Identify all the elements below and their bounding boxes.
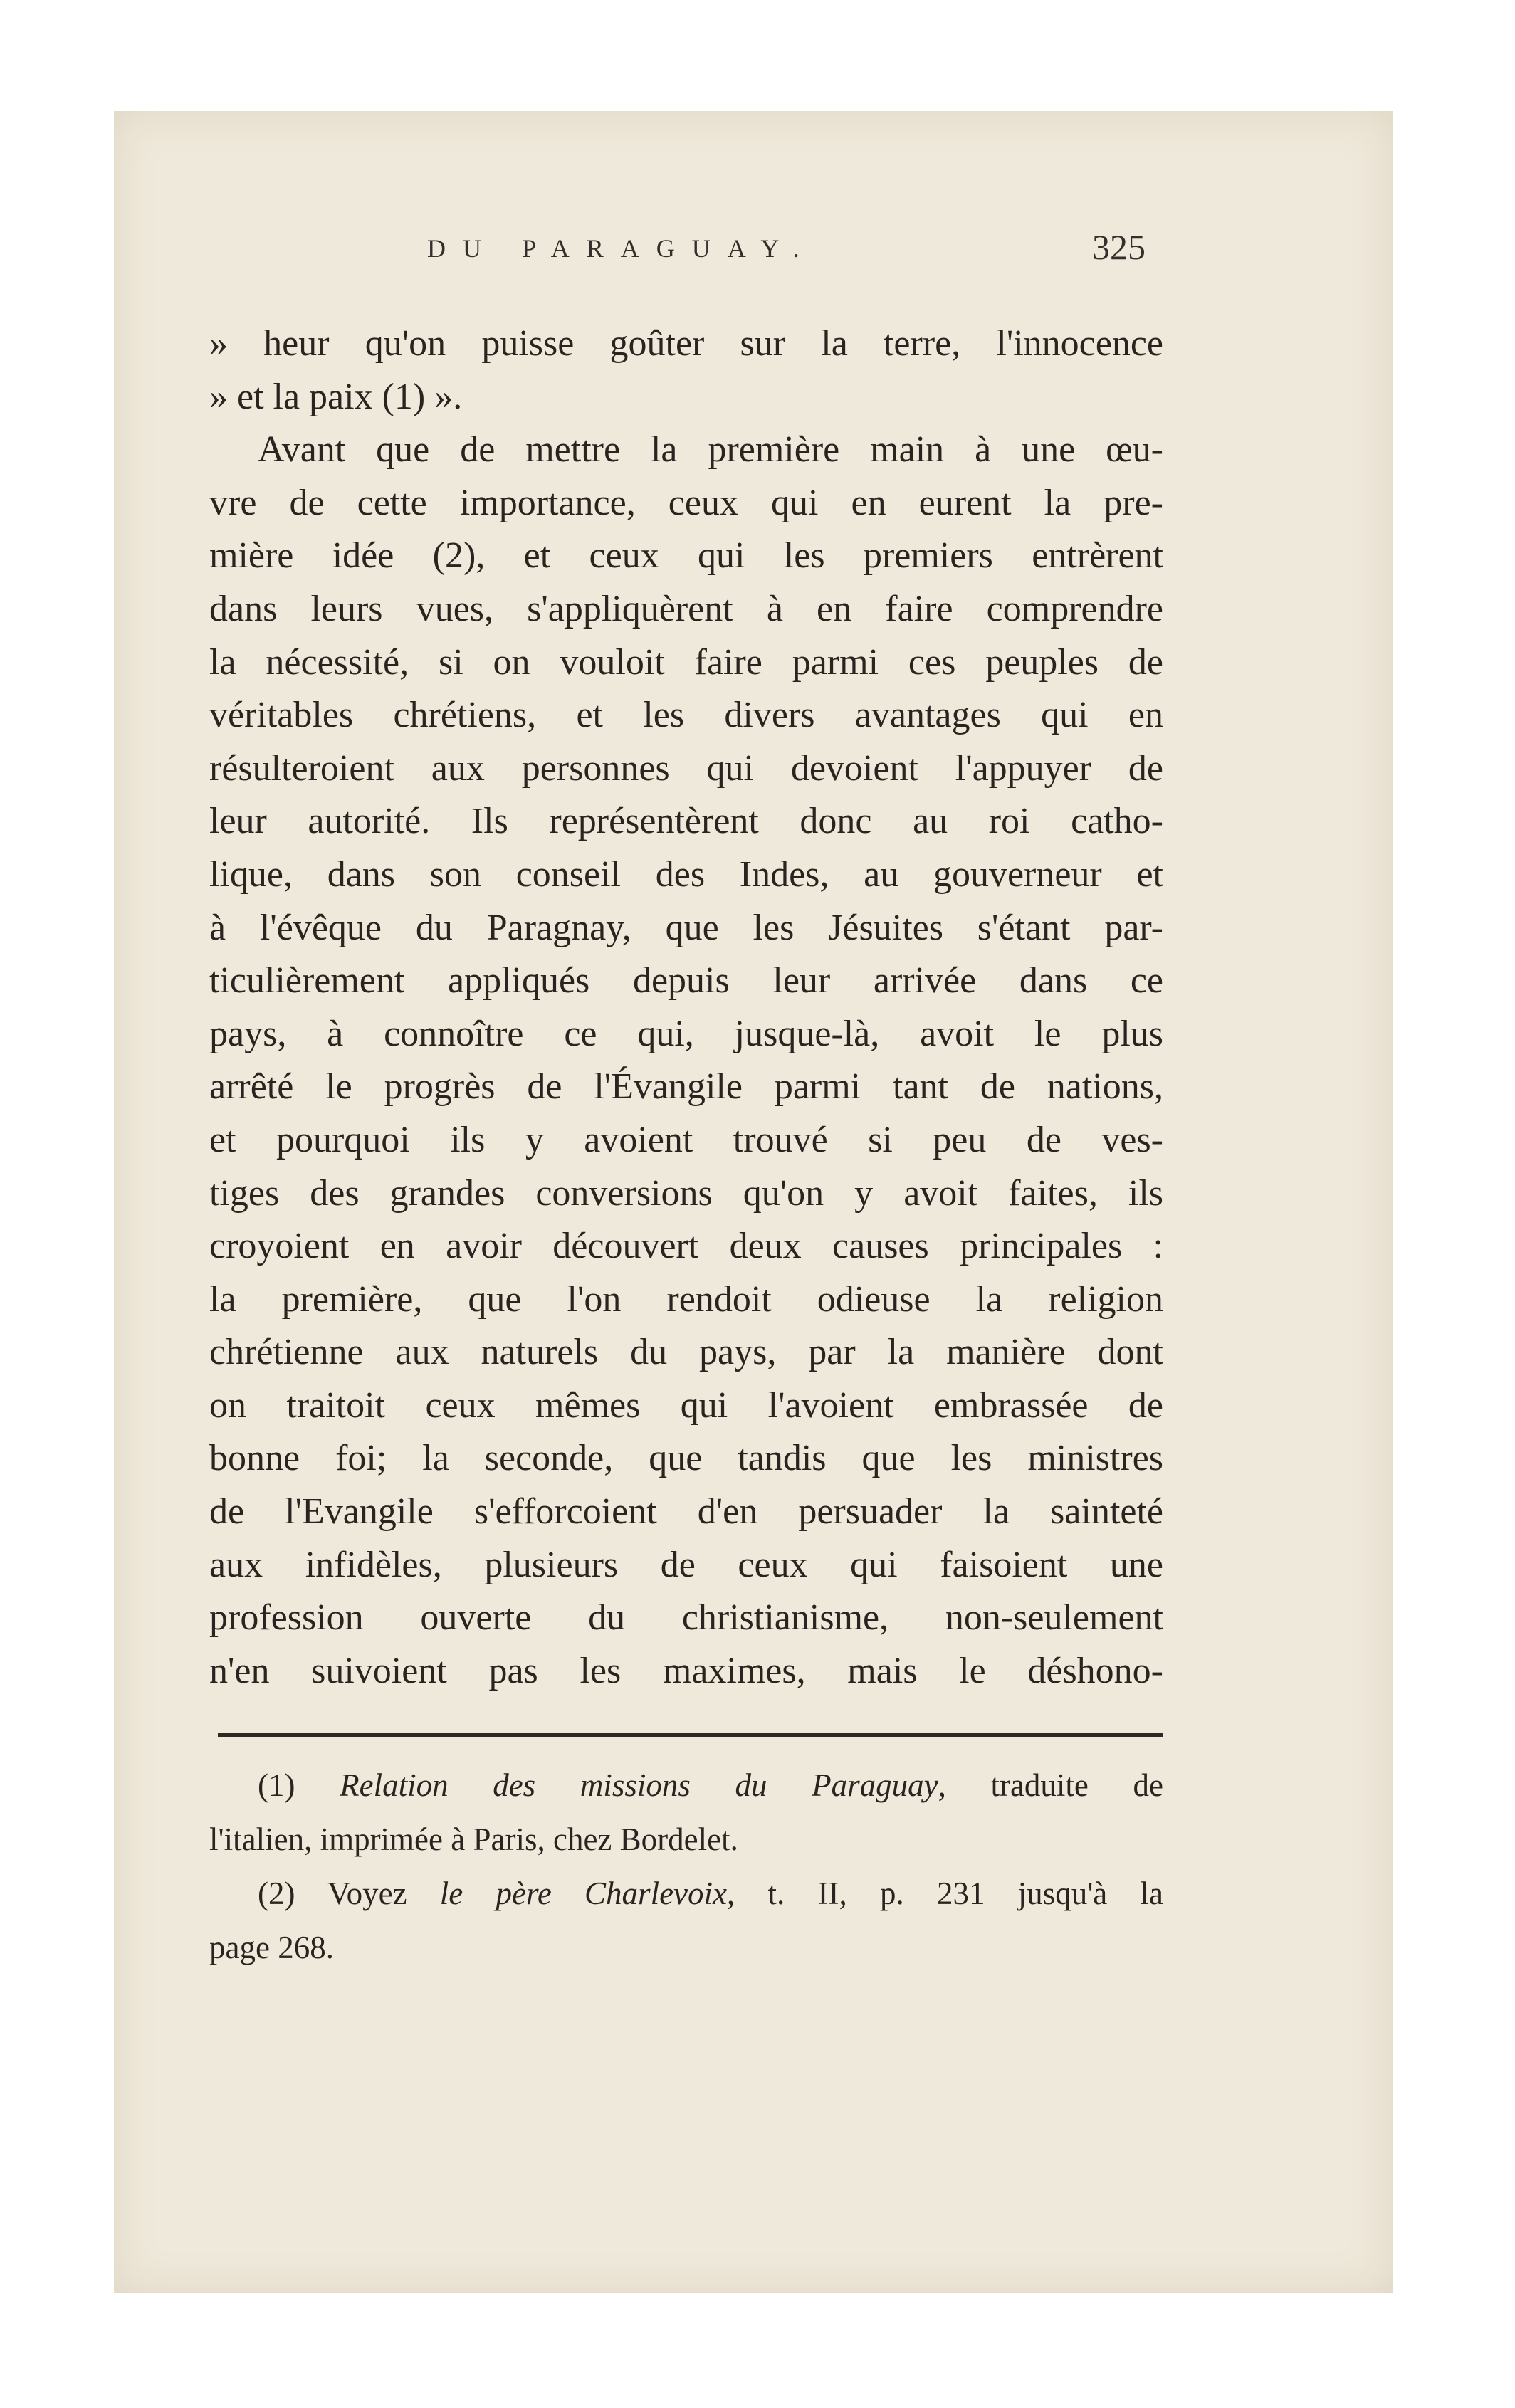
text-line: vre de cette importance, ceux qui en eurent la pre-	[209, 482, 1163, 523]
text-line: résulteroient aux personnes qui devoient l'appuyer de	[209, 747, 1163, 789]
footnote-1-title: Relation des missions du Paraguay	[340, 1767, 938, 1803]
footnote-1-line-2: l'italien, imprimée à Paris, chez Bordelet.	[209, 1821, 738, 1857]
text-line: pays, à connoître ce qui, jusque-là, avoit le plus	[209, 1013, 1163, 1054]
text-line: à l'évêque du Paragnay, que les Jésuites s'étant par-	[209, 907, 1163, 948]
text-line: n'en suivoient pas les maximes, mais le déshono-	[209, 1650, 1163, 1691]
text-line: » heur qu'on puisse goûter sur la terre, l'innocence	[209, 323, 1163, 364]
footnote-2	[209, 1866, 1163, 1920]
text-line: arrêté le progrès de l'Évangile parmi tant de nations,	[209, 1066, 1163, 1108]
footnotes	[209, 1758, 1163, 1975]
footnote-2-author: le père Charlevoix	[439, 1876, 727, 1911]
footnote-2-line-2: page 268.	[209, 1930, 334, 1965]
text-line: aux infidèles, plusieurs de ceux qui faisoient une	[209, 1544, 1163, 1585]
text-line: leur autorité. Ils représentèrent donc au roi catho-	[209, 801, 1163, 842]
footnote-2-rest: , t. II, p. 231 jusqu'à la	[727, 1876, 1163, 1911]
text-line: profession ouverte du christianisme, non-seulement	[209, 1597, 1163, 1639]
text-line: la première, que l'on rendoit odieuse la religion	[209, 1278, 1163, 1320]
footnote-1-number: (1)	[258, 1767, 295, 1803]
running-title: DU PARAGUAY.	[427, 234, 817, 263]
footnote-separator-rule	[218, 1733, 1163, 1737]
text-line: » et la paix (1) ».	[209, 376, 463, 417]
footnote-1-rest: , traduite de	[938, 1767, 1163, 1803]
footnote-2-number: (2) Voyez	[258, 1876, 407, 1911]
text-line: on traitoit ceux mêmes qui l'avoient embrassée de	[209, 1384, 1163, 1426]
text-line: chrétienne aux naturels du pays, par la manière dont	[209, 1332, 1163, 1373]
text-line: la nécessité, si on vouloit faire parmi ces peuples de	[209, 641, 1163, 683]
text-line: lique, dans son conseil des Indes, au gouverneur et	[209, 853, 1163, 895]
text-line: mière idée (2), et ceux qui les premiers entrèrent	[209, 535, 1163, 577]
footnote-1	[209, 1758, 1163, 1812]
text-line: véritables chrétiens, et les divers avantages qui en	[209, 695, 1163, 736]
text-line: Avant que de mettre la première main à une œu-	[258, 429, 1163, 470]
text-line: croyoient en avoir découvert deux causes principales :	[209, 1226, 1163, 1267]
main-text	[209, 317, 1163, 1698]
text-line: et pourquoi ils y avoient trouvé si peu de ves-	[209, 1119, 1163, 1160]
page-number: 325	[1092, 227, 1146, 267]
text-line: tiges des grandes conversions qu'on y avoit faites, ils	[209, 1172, 1163, 1214]
text-line: dans leurs vues, s'appliquèrent à en faire comprendre	[209, 588, 1163, 629]
text-line: de l'Evangile s'efforcoient d'en persuader la sainteté	[209, 1491, 1163, 1532]
text-line: bonne foi; la seconde, que tandis que les ministres	[209, 1438, 1163, 1479]
text-line: ticulièrement appliqués depuis leur arrivée dans ce	[209, 960, 1163, 1001]
